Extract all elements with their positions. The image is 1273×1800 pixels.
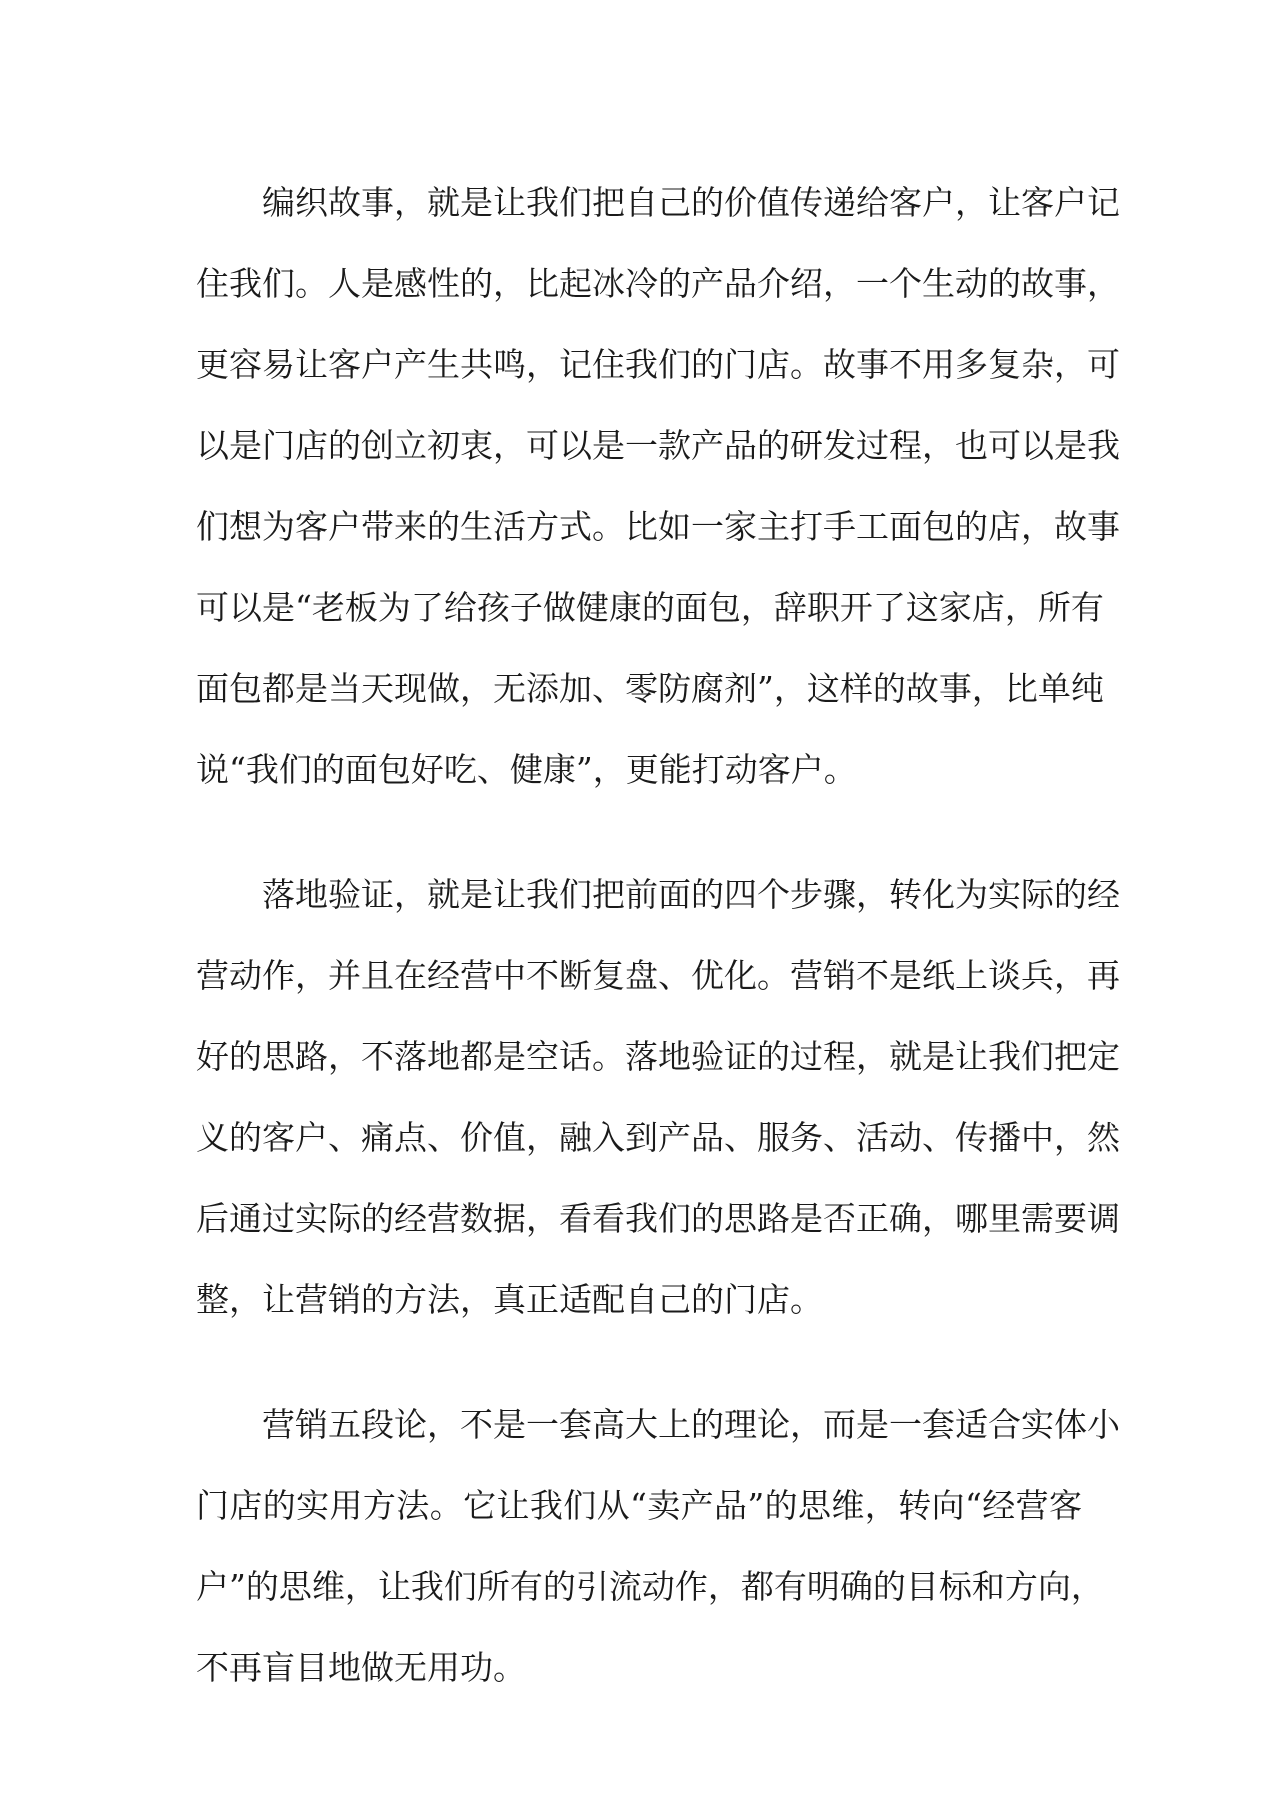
text-line: 义的客户、痛点、价值，融入到产品、服务、活动、传播中，然 [196,1118,1120,1157]
text-line: 整，让营销的方法，真正适配自己的门店。 [196,1280,823,1319]
paragraph-validation [196,854,1120,1340]
text-line: 说“我们的面包好吃、健康”，更能打动客户。 [196,750,857,789]
text-line: 更容易让客户产生共鸣，记住我们的门店。故事不用多复杂，可 [196,345,1120,384]
text-line: 好的思路，不落地都是空话。落地验证的过程，就是让我们把定 [196,1037,1120,1076]
text-line: 落地验证，就是让我们把前面的四个步骤，转化为实际的经 [262,875,1120,914]
paragraph-story [196,162,1120,810]
text-line: 不再盲目地做无用功。 [196,1648,526,1687]
text-line: 住我们。人是感性的，比起冰冷的产品介绍，一个生动的故事， [196,264,1120,303]
text-line: 后通过实际的经营数据，看看我们的思路是否正确，哪里需要调 [196,1199,1120,1238]
paragraph-summary [196,1384,1120,1708]
document-body [196,162,1120,1752]
text-line: 可以是“老板为了给孩子做健康的面包，辞职开了这家店，所有 [196,588,1104,627]
text-line: 们想为客户带来的生活方式。比如一家主打手工面包的店，故事 [196,507,1120,546]
text-line: 编织故事，就是让我们把自己的价值传递给客户，让客户记 [262,183,1120,222]
text-line: 门店的实用方法。它让我们从“卖产品”的思维，转向“经营客 [196,1486,1082,1525]
text-line: 营销五段论，不是一套高大上的理论，而是一套适合实体小 [262,1405,1120,1444]
text-line: 户”的思维，让我们所有的引流动作，都有明确的目标和方向， [196,1567,1104,1606]
text-line: 面包都是当天现做，无添加、零防腐剂”，这样的故事，比单纯 [196,669,1104,708]
text-line: 营动作，并且在经营中不断复盘、优化。营销不是纸上谈兵，再 [196,956,1120,995]
text-line: 以是门店的创立初衷，可以是一款产品的研发过程，也可以是我 [196,426,1120,465]
